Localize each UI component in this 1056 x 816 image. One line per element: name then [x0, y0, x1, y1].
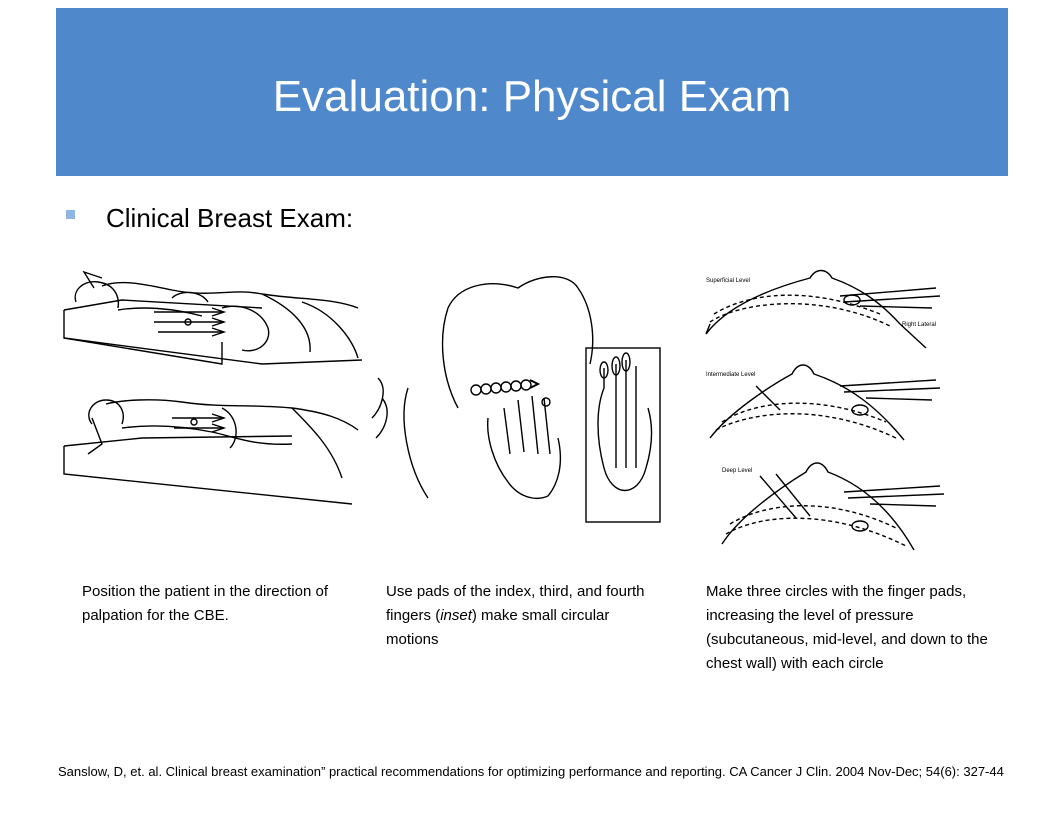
patient-upper-figure	[64, 272, 362, 364]
slide-title: Evaluation: Physical Exam	[272, 72, 792, 121]
bullet-square-icon	[66, 210, 75, 219]
citation: Sanslow, D, et. al. Clinical breast examination” practical recommendations for optimizing performance and reporting. CA Cancer J Clin. 2004 Nov-Dec; 54(6): 327-44	[58, 764, 1004, 779]
intermediate-level-label: Intermediate Level	[706, 372, 756, 378]
hand-inset	[586, 348, 660, 522]
fingertip-circles	[471, 380, 531, 395]
caption-finger-pads: Use pads of the index, third, and fourth fingers (inset) make small circular motions	[386, 583, 645, 648]
right-lateral-label: Right Lateral	[902, 322, 937, 328]
caption-three-circles: Make three circles with the finger pads, increasing the level of pressure (subcutaneous, mid-level, and down to the chest wall) with each circle	[706, 583, 988, 672]
intermediate-level-figure	[706, 365, 940, 440]
inset-emphasis: inset	[440, 607, 472, 624]
superficial-level-figure	[706, 271, 940, 349]
pressure-levels-illustration	[700, 262, 966, 562]
palpation-hand-illustration	[368, 268, 668, 530]
deep-level-label: Deep Level	[722, 468, 753, 474]
patient-lower-figure	[64, 400, 358, 504]
deep-level-figure	[722, 463, 944, 550]
superficial-level-label: Superficial Level	[706, 278, 751, 284]
bullet-text: Clinical Breast Exam:	[106, 203, 354, 233]
title-bar	[56, 8, 1008, 176]
patient-position-illustration	[62, 268, 362, 540]
caption-position: Position the patient in the direction of palpation for the CBE.	[82, 583, 328, 624]
